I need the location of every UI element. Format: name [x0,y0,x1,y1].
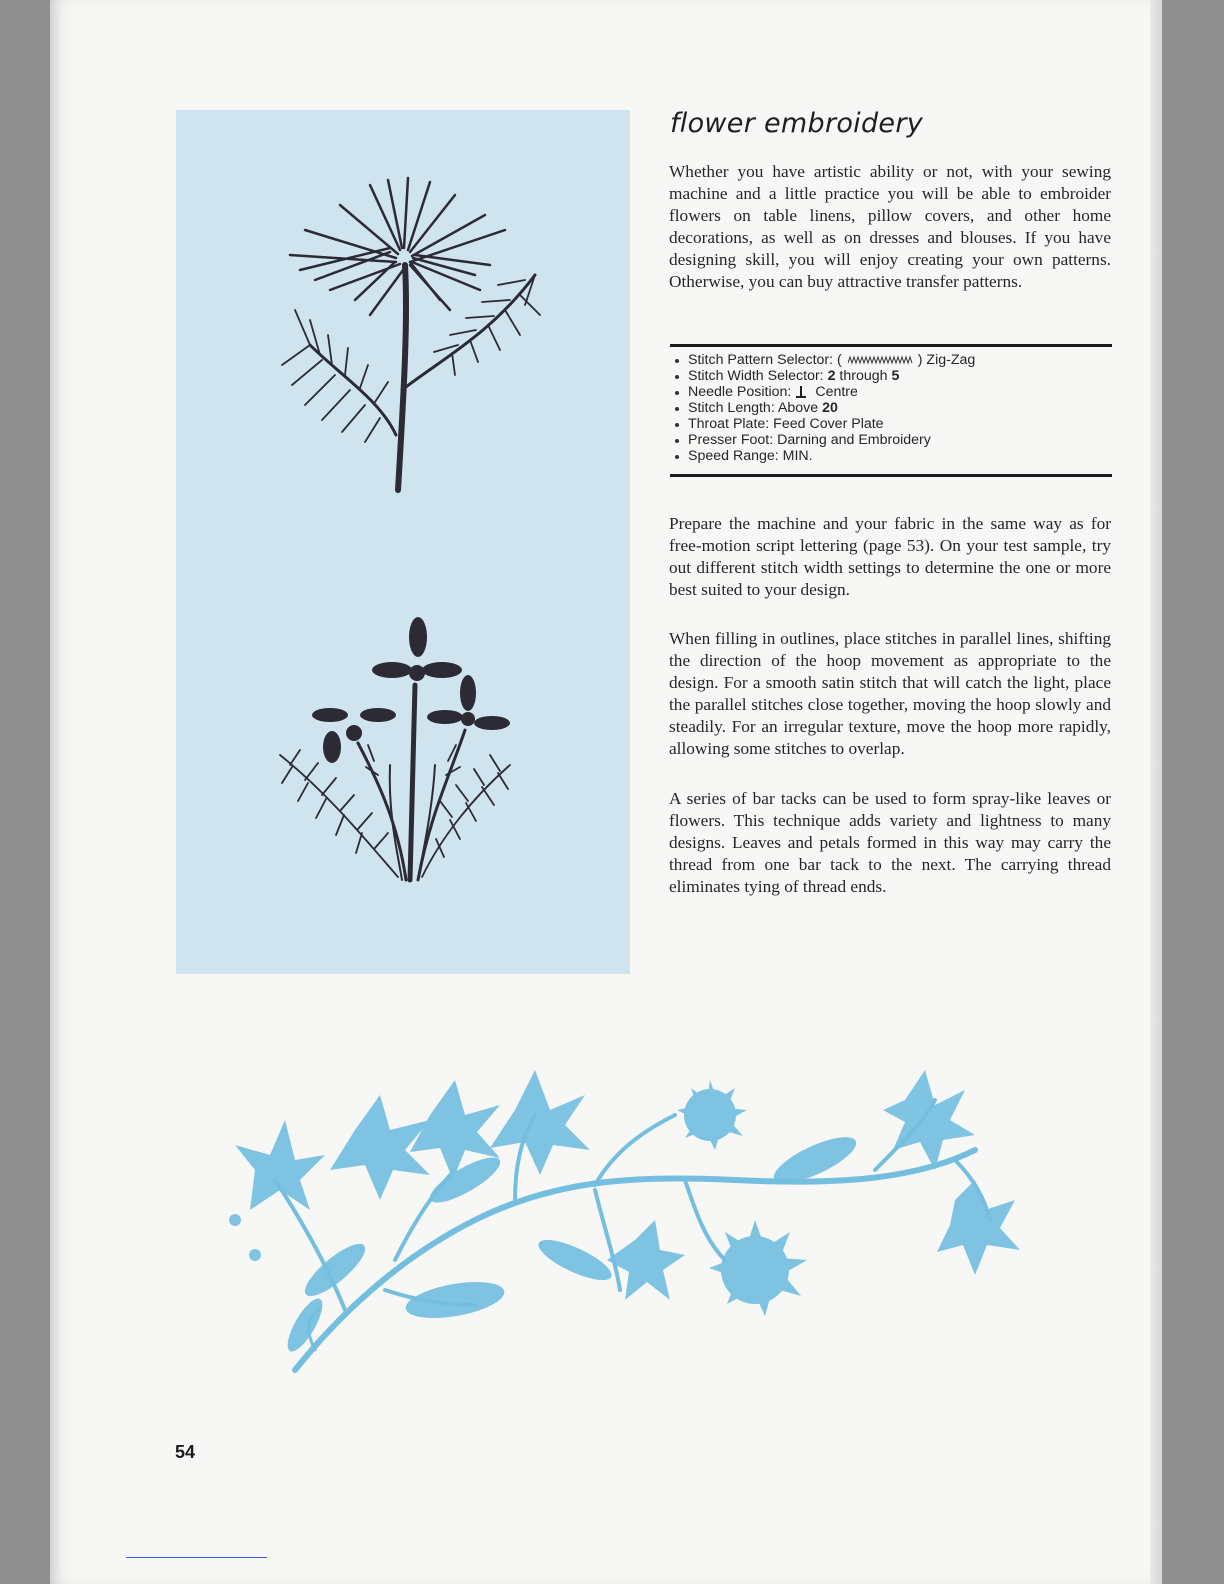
prepare-paragraph: Prepare the machine and your fabric in the same way as for free-motion script lettering (page 53). On your test sample, try out different stitch width settings to determine the one or more best suited to your design. [669,514,1111,599]
blue-floral-border-illustration [215,1060,1075,1380]
page-title: flower embroidery [670,108,924,139]
setting-stitch-width [674,368,1114,384]
setting-value: Centre [815,384,858,400]
setting-presser-foot: Presser Foot: Darning and Embroidery [674,432,1114,448]
bottom-underline [126,1557,267,1558]
setting-value: 20 [822,400,838,416]
setting-value: 5 [891,368,900,384]
setting-stitch-length [674,400,1114,416]
embroidered-plant-illustration [270,615,520,890]
setting-value: ) Zig-Zag [917,352,976,368]
zigzag-stitch-icon [848,355,914,365]
setting-label: Stitch Width Selector: [688,368,824,384]
page-edge [1150,0,1162,1584]
settings-bottom-rule [670,474,1112,477]
setting-stitch-pattern [674,352,1114,368]
setting-speed-range: Speed Range: MIN. [674,448,1114,464]
setting-label: Stitch Pattern Selector: ( [688,352,842,368]
settings-top-rule [670,344,1112,347]
filling-paragraph: When filling in outlines, place stitches in parallel lines, shifting the direction of the hoop movement as appropriate to the design. For a smooth satin stitch that will catch the light, place the parallel stitches close together, moving the hoop slowly and steadily. For an irregular texture, move the hoop more rapidly, allowing some stitches to overlap. [669,629,1111,758]
setting-throat-plate: Throat Plate: Feed Cover Plate [674,416,1114,432]
setting-label: Needle Position: [688,384,792,400]
machine-settings-list [674,352,1114,464]
needle-centre-icon [795,385,807,399]
setting-text: through [839,368,888,384]
intro-paragraph: Whether you have artistic ability or not, with your sewing machine and a little practice you will be able to embroider flowers on table linens, pillow covers, and other home decorations, as well as on dresses and blouses. If you have designing skill, you will enjoy creating your own patterns. Otherwise, you can buy attractive transfer patterns. [669,162,1111,291]
setting-value: 2 [827,368,836,384]
bartacks-paragraph: A series of bar tacks can be used to form spray-like leaves or flowers. This technique adds variety and lightness to many designs. Leaves and petals formed in this way may carry the thread from one bar tack to the next. The carrying thread eliminates tying of thread ends. [669,789,1111,896]
page-number: 54 [175,1442,196,1462]
setting-needle-position [674,384,1114,400]
embroidered-flower-illustration [270,170,560,500]
setting-label: Stitch Length: Above [688,400,819,416]
